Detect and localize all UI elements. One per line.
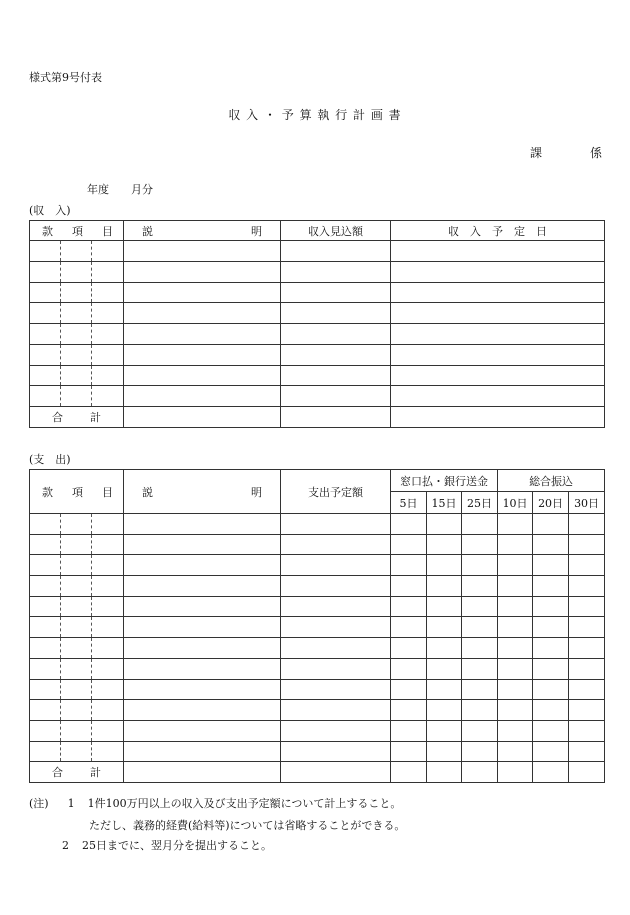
expense-day15-cell[interactable] <box>427 596 462 617</box>
expense-day15-cell[interactable] <box>427 638 462 659</box>
income-schedule-cell[interactable] <box>391 261 605 282</box>
expense-day5-cell[interactable] <box>391 514 427 535</box>
expense-kan-cell[interactable] <box>30 658 61 679</box>
col-5th: 5日 <box>391 492 427 514</box>
expense-kan-cell[interactable] <box>30 700 61 721</box>
col-moku: 目 <box>102 485 114 499</box>
income-row <box>30 324 605 345</box>
expense-day15-cell[interactable] <box>427 700 462 721</box>
expense-day10-cell[interactable] <box>498 679 533 700</box>
expense-planned-cell[interactable] <box>281 700 391 721</box>
expense-day20-cell[interactable] <box>533 638 569 659</box>
expense-description-cell[interactable] <box>124 514 281 535</box>
expense-total-day-cell[interactable] <box>391 762 427 783</box>
period-line <box>87 181 153 197</box>
col-setsu: 説 <box>142 485 154 499</box>
income-header-setsu <box>124 221 281 241</box>
income-moku-cell[interactable] <box>92 282 124 303</box>
expense-day20-cell[interactable] <box>533 700 569 721</box>
expense-kou-cell[interactable] <box>61 741 92 762</box>
income-section-label: (収 入) <box>29 204 71 217</box>
expense-kan-cell[interactable] <box>30 596 61 617</box>
expense-kan-cell[interactable] <box>30 741 61 762</box>
expense-day20-cell[interactable] <box>533 617 569 638</box>
expense-day20-cell[interactable] <box>533 534 569 555</box>
expense-day5-cell[interactable] <box>391 555 427 576</box>
expense-row <box>30 576 605 597</box>
expense-day10-cell[interactable] <box>498 658 533 679</box>
income-total-row <box>30 407 605 428</box>
income-row <box>30 303 605 324</box>
col-25th: 25日 <box>462 492 498 514</box>
expense-row <box>30 596 605 617</box>
income-description-cell[interactable] <box>124 241 281 262</box>
income-estimate-cell[interactable] <box>281 324 391 345</box>
expense-day5-cell[interactable] <box>391 576 427 597</box>
note-1-text: 1件100万円以上の収入及び支出予定額について計上すること。 <box>87 797 402 810</box>
expense-planned-cell[interactable] <box>281 555 391 576</box>
income-moku-cell[interactable] <box>92 261 124 282</box>
expense-day10-cell[interactable] <box>498 534 533 555</box>
expense-kan-cell[interactable] <box>30 555 61 576</box>
expense-description-cell[interactable] <box>124 679 281 700</box>
note-marker: (注) <box>29 797 49 810</box>
expense-moku-cell[interactable] <box>92 720 124 741</box>
expense-day15-cell[interactable] <box>427 555 462 576</box>
expense-description-cell[interactable] <box>124 555 281 576</box>
income-estimate-cell[interactable] <box>281 344 391 365</box>
expense-day5-cell[interactable] <box>391 617 427 638</box>
expense-planned-cell[interactable] <box>281 638 391 659</box>
expense-moku-cell[interactable] <box>92 741 124 762</box>
income-kan-cell[interactable] <box>30 282 61 303</box>
income-description-cell[interactable] <box>124 261 281 282</box>
income-kou-cell[interactable] <box>61 303 92 324</box>
expense-row <box>30 658 605 679</box>
expense-day30-cell[interactable] <box>569 658 605 679</box>
income-moku-cell[interactable] <box>92 365 124 386</box>
expense-day10-cell[interactable] <box>498 596 533 617</box>
expense-row <box>30 617 605 638</box>
expense-moku-cell[interactable] <box>92 700 124 721</box>
expense-total-description <box>124 762 281 783</box>
expense-day15-cell[interactable] <box>427 679 462 700</box>
income-description-cell[interactable] <box>124 303 281 324</box>
note-2-line <box>62 837 272 853</box>
month-label: 月分 <box>131 183 153 196</box>
income-kan-cell[interactable] <box>30 344 61 365</box>
income-schedule-cell[interactable] <box>391 386 605 407</box>
expense-total-day-cell[interactable] <box>569 762 605 783</box>
note-2-text: 25日までに、翌月分を提出すること。 <box>82 839 272 852</box>
expense-row <box>30 741 605 762</box>
expense-day30-cell[interactable] <box>569 617 605 638</box>
expense-kou-cell[interactable] <box>61 576 92 597</box>
note-1-continuation: ただし、義務的経費(給料等)については省略することができる。 <box>89 819 406 832</box>
income-kou-cell[interactable] <box>61 324 92 345</box>
expense-description-cell[interactable] <box>124 638 281 659</box>
expense-moku-cell[interactable] <box>92 617 124 638</box>
income-schedule-cell[interactable] <box>391 344 605 365</box>
income-row <box>30 282 605 303</box>
expense-description-cell[interactable] <box>124 720 281 741</box>
expense-planned-cell[interactable] <box>281 720 391 741</box>
expense-day5-cell[interactable] <box>391 534 427 555</box>
income-header-schedule: 収 入 予 定 日 <box>391 221 605 241</box>
expense-header-window-group: 窓口払・銀行送金 <box>391 470 498 492</box>
income-moku-cell[interactable] <box>92 344 124 365</box>
expense-row <box>30 514 605 535</box>
income-kan-cell[interactable] <box>30 261 61 282</box>
expense-kou-cell[interactable] <box>61 700 92 721</box>
expense-planned-cell[interactable] <box>281 741 391 762</box>
expense-row <box>30 555 605 576</box>
expense-moku-cell[interactable] <box>92 658 124 679</box>
expense-row <box>30 700 605 721</box>
expense-day15-cell[interactable] <box>427 658 462 679</box>
income-description-cell[interactable] <box>124 282 281 303</box>
income-schedule-cell[interactable] <box>391 303 605 324</box>
col-moku: 目 <box>102 224 114 238</box>
expense-row <box>30 638 605 659</box>
income-estimate-cell[interactable] <box>281 261 391 282</box>
section-label-ka: 課 <box>529 146 542 160</box>
income-moku-cell[interactable] <box>92 241 124 262</box>
income-schedule-cell[interactable] <box>391 365 605 386</box>
expense-header-setsu <box>124 470 281 514</box>
expense-day25-cell[interactable] <box>462 658 498 679</box>
expense-day10-cell[interactable] <box>498 741 533 762</box>
expense-planned-cell[interactable] <box>281 679 391 700</box>
income-row <box>30 261 605 282</box>
expense-table <box>29 469 605 783</box>
expense-description-cell[interactable] <box>124 576 281 597</box>
income-description-cell[interactable] <box>124 324 281 345</box>
expense-day20-cell[interactable] <box>533 514 569 535</box>
expense-day10-cell[interactable] <box>498 555 533 576</box>
expense-day30-cell[interactable] <box>569 700 605 721</box>
income-description-cell[interactable] <box>124 386 281 407</box>
expense-planned-cell[interactable] <box>281 596 391 617</box>
expense-day20-cell[interactable] <box>533 658 569 679</box>
income-moku-cell[interactable] <box>92 386 124 407</box>
expense-day25-cell[interactable] <box>462 534 498 555</box>
expense-header-row-1 <box>30 470 605 492</box>
col-kou: 項 <box>72 485 84 499</box>
income-kou-cell[interactable] <box>61 386 92 407</box>
expense-total-label <box>30 762 124 783</box>
expense-kou-cell[interactable] <box>61 617 92 638</box>
income-kan-cell[interactable] <box>30 303 61 324</box>
expense-day25-cell[interactable] <box>462 596 498 617</box>
expense-day10-cell[interactable] <box>498 700 533 721</box>
expense-moku-cell[interactable] <box>92 555 124 576</box>
expense-total-day-cell[interactable] <box>498 762 533 783</box>
expense-day15-cell[interactable] <box>427 514 462 535</box>
expense-moku-cell[interactable] <box>92 514 124 535</box>
income-header-estimate: 収入見込額 <box>281 221 391 241</box>
expense-day20-cell[interactable] <box>533 576 569 597</box>
expense-day25-cell[interactable] <box>462 638 498 659</box>
expense-total-row <box>30 762 605 783</box>
expense-planned-cell[interactable] <box>281 576 391 597</box>
income-moku-cell[interactable] <box>92 303 124 324</box>
note-1-line <box>29 795 401 811</box>
expense-kou-cell[interactable] <box>61 638 92 659</box>
expense-kou-cell[interactable] <box>61 679 92 700</box>
expense-planned-cell[interactable] <box>281 514 391 535</box>
expense-moku-cell[interactable] <box>92 576 124 597</box>
expense-day25-cell[interactable] <box>462 720 498 741</box>
section-label-kakari: 係 <box>589 146 602 160</box>
col-mei: 明 <box>251 485 263 499</box>
income-estimate-cell[interactable] <box>281 282 391 303</box>
expense-moku-cell[interactable] <box>92 534 124 555</box>
note-1-number: 1 <box>67 797 75 810</box>
expense-day20-cell[interactable] <box>533 596 569 617</box>
expense-day30-cell[interactable] <box>569 534 605 555</box>
expense-kan-cell[interactable] <box>30 576 61 597</box>
col-20th: 20日 <box>533 492 569 514</box>
income-estimate-cell[interactable] <box>281 365 391 386</box>
expense-day10-cell[interactable] <box>498 576 533 597</box>
expense-description-cell[interactable] <box>124 596 281 617</box>
expense-kan-cell[interactable] <box>30 617 61 638</box>
expense-day15-cell[interactable] <box>427 617 462 638</box>
expense-total-day-cell[interactable] <box>462 762 498 783</box>
col-15th: 15日 <box>427 492 462 514</box>
col-kou: 項 <box>72 224 84 238</box>
note-2-number: 2 <box>62 839 69 852</box>
income-moku-cell[interactable] <box>92 324 124 345</box>
expense-header-planned: 支出予定額 <box>281 470 391 514</box>
expense-description-cell[interactable] <box>124 534 281 555</box>
col-setsu: 説 <box>142 224 154 238</box>
expense-day20-cell[interactable] <box>533 679 569 700</box>
expense-day5-cell[interactable] <box>391 679 427 700</box>
expense-day5-cell[interactable] <box>391 741 427 762</box>
expense-day5-cell[interactable] <box>391 638 427 659</box>
expense-moku-cell[interactable] <box>92 596 124 617</box>
income-row <box>30 386 605 407</box>
expense-row <box>30 720 605 741</box>
col-10th: 10日 <box>498 492 533 514</box>
income-row <box>30 344 605 365</box>
expense-day25-cell[interactable] <box>462 679 498 700</box>
expense-day15-cell[interactable] <box>427 720 462 741</box>
col-kan: 款 <box>42 485 53 499</box>
col-30th: 30日 <box>569 492 605 514</box>
total-left: 合 <box>52 766 63 780</box>
document-title: 収 入 ・ 予 算 執 行 計 画 書 <box>228 108 402 122</box>
expense-day15-cell[interactable] <box>427 576 462 597</box>
income-table <box>29 220 605 428</box>
expense-day15-cell[interactable] <box>427 534 462 555</box>
income-header-kou <box>30 221 124 241</box>
expense-day25-cell[interactable] <box>462 700 498 721</box>
expense-kou-cell[interactable] <box>61 514 92 535</box>
expense-planned-cell[interactable] <box>281 658 391 679</box>
expense-moku-cell[interactable] <box>92 638 124 659</box>
expense-day5-cell[interactable] <box>391 596 427 617</box>
expense-day10-cell[interactable] <box>498 617 533 638</box>
expense-kou-cell[interactable] <box>61 596 92 617</box>
expense-section-label: (支 出) <box>29 453 71 466</box>
expense-planned-cell[interactable] <box>281 534 391 555</box>
expense-total-day-cell[interactable] <box>427 762 462 783</box>
expense-day5-cell[interactable] <box>391 700 427 721</box>
expense-day20-cell[interactable] <box>533 555 569 576</box>
total-right: 計 <box>90 766 102 780</box>
expense-day30-cell[interactable] <box>569 638 605 659</box>
expense-day10-cell[interactable] <box>498 514 533 535</box>
col-mei: 明 <box>251 224 263 238</box>
expense-total-planned[interactable] <box>281 762 391 783</box>
income-row <box>30 365 605 386</box>
expense-header-transfer-group: 総合振込 <box>498 470 605 492</box>
expense-description-cell[interactable] <box>124 700 281 721</box>
expense-kou-cell[interactable] <box>61 555 92 576</box>
expense-day25-cell[interactable] <box>462 617 498 638</box>
income-total-estimate[interactable] <box>281 407 391 428</box>
year-label: 年度 <box>87 183 109 196</box>
income-schedule-cell[interactable] <box>391 282 605 303</box>
income-kou-cell[interactable] <box>61 241 92 262</box>
expense-day25-cell[interactable] <box>462 514 498 535</box>
expense-day25-cell[interactable] <box>462 741 498 762</box>
income-total-label <box>30 407 124 428</box>
expense-day25-cell[interactable] <box>462 555 498 576</box>
expense-row <box>30 534 605 555</box>
income-estimate-cell[interactable] <box>281 241 391 262</box>
section-labels <box>530 144 602 161</box>
expense-total-day-cell[interactable] <box>533 762 569 783</box>
expense-day30-cell[interactable] <box>569 514 605 535</box>
expense-moku-cell[interactable] <box>92 679 124 700</box>
total-left: 合 <box>52 411 63 424</box>
expense-day10-cell[interactable] <box>498 638 533 659</box>
expense-day5-cell[interactable] <box>391 658 427 679</box>
income-kou-cell[interactable] <box>61 365 92 386</box>
income-kou-cell[interactable] <box>61 344 92 365</box>
expense-planned-cell[interactable] <box>281 617 391 638</box>
col-kan: 款 <box>42 224 53 238</box>
expense-day30-cell[interactable] <box>569 555 605 576</box>
expense-kan-cell[interactable] <box>30 514 61 535</box>
income-kou-cell[interactable] <box>61 261 92 282</box>
income-schedule-cell[interactable] <box>391 241 605 262</box>
income-kan-cell[interactable] <box>30 324 61 345</box>
income-kan-cell[interactable] <box>30 365 61 386</box>
expense-day5-cell[interactable] <box>391 720 427 741</box>
expense-day25-cell[interactable] <box>462 576 498 597</box>
form-number: 様式第9号付表 <box>29 71 102 84</box>
expense-kou-cell[interactable] <box>61 720 92 741</box>
expense-day20-cell[interactable] <box>533 720 569 741</box>
income-kou-cell[interactable] <box>61 282 92 303</box>
income-estimate-cell[interactable] <box>281 386 391 407</box>
income-total-schedule <box>391 407 605 428</box>
income-header-row <box>30 221 605 241</box>
expense-kan-cell[interactable] <box>30 679 61 700</box>
expense-description-cell[interactable] <box>124 617 281 638</box>
expense-header-kou <box>30 470 124 514</box>
expense-day20-cell[interactable] <box>533 741 569 762</box>
income-kan-cell[interactable] <box>30 241 61 262</box>
expense-kou-cell[interactable] <box>61 658 92 679</box>
income-description-cell[interactable] <box>124 344 281 365</box>
income-row <box>30 241 605 262</box>
income-kan-cell[interactable] <box>30 386 61 407</box>
expense-kan-cell[interactable] <box>30 720 61 741</box>
expense-kan-cell[interactable] <box>30 638 61 659</box>
income-estimate-cell[interactable] <box>281 303 391 324</box>
income-schedule-cell[interactable] <box>391 324 605 345</box>
expense-day10-cell[interactable] <box>498 720 533 741</box>
income-total-description <box>124 407 281 428</box>
expense-kan-cell[interactable] <box>30 534 61 555</box>
expense-row <box>30 679 605 700</box>
expense-kou-cell[interactable] <box>61 534 92 555</box>
income-description-cell[interactable] <box>124 365 281 386</box>
expense-description-cell[interactable] <box>124 741 281 762</box>
expense-day30-cell[interactable] <box>569 720 605 741</box>
expense-day15-cell[interactable] <box>427 741 462 762</box>
expense-day30-cell[interactable] <box>569 576 605 597</box>
expense-day30-cell[interactable] <box>569 596 605 617</box>
expense-description-cell[interactable] <box>124 658 281 679</box>
expense-day30-cell[interactable] <box>569 679 605 700</box>
total-right: 計 <box>90 411 102 424</box>
expense-day30-cell[interactable] <box>569 741 605 762</box>
